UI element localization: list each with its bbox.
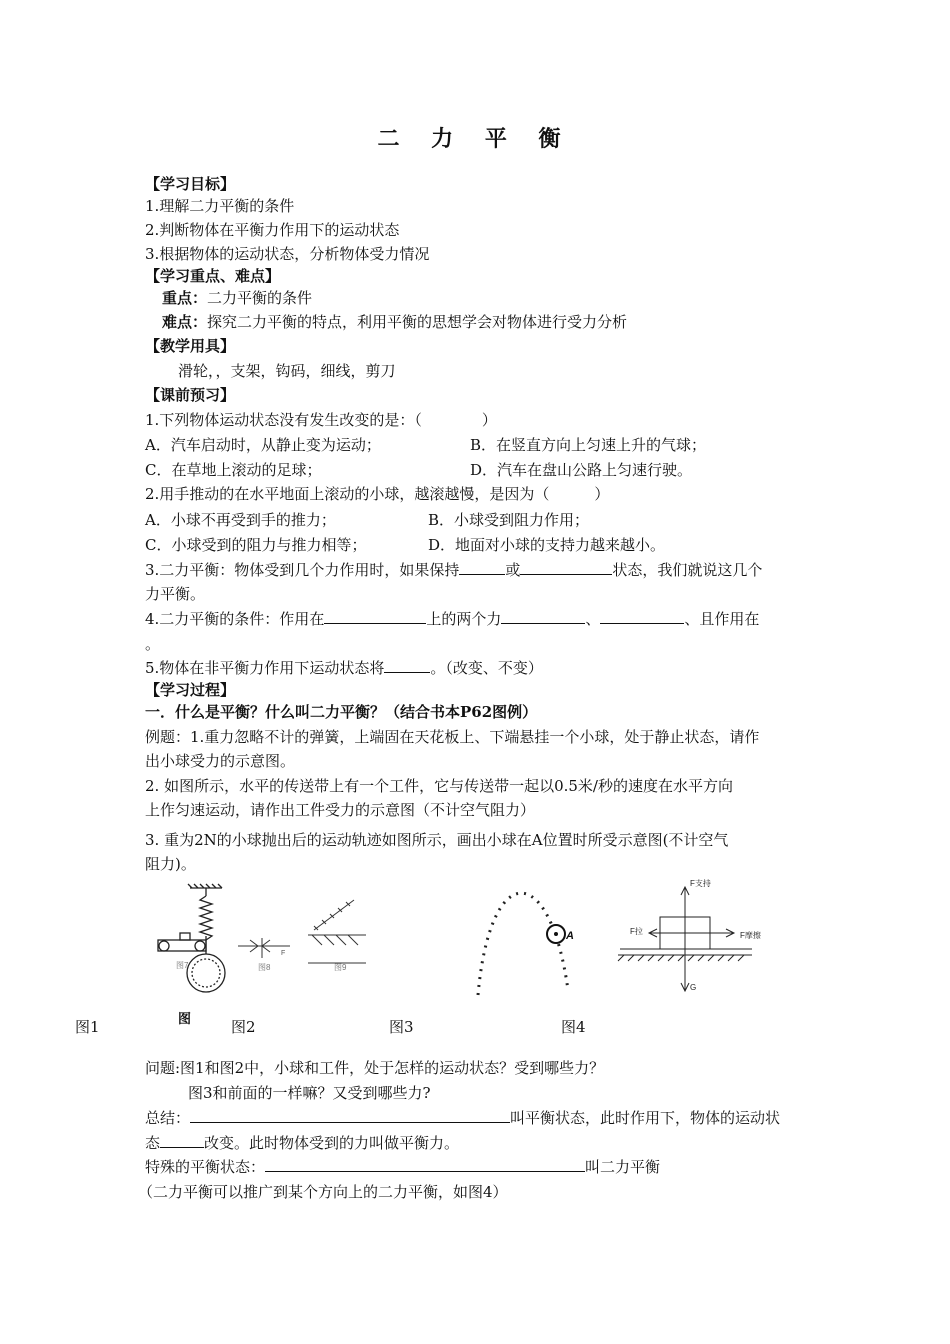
special-state-text: 叫二力平衡	[585, 1158, 661, 1176]
block-forces-figure	[618, 887, 752, 991]
summary-blank-1[interactable]	[190, 1108, 510, 1123]
preview-q4	[145, 609, 759, 629]
gravity-label: G	[690, 983, 697, 992]
special-state-blank[interactable]	[265, 1157, 585, 1172]
summary-line1	[145, 1108, 780, 1128]
q3-text-1: 3.二力平衡：物体受到几个力作用时，如果保持	[145, 561, 460, 579]
q1-option-a: A．汽车启动时，从静止变为运动；	[145, 436, 381, 454]
example-3-line1: 3. 重为2N的小球抛出后的运动轨迹如图所示，画出小球在A位置时所受示意图(不计空气	[145, 831, 729, 849]
q2-option-b: B．小球受到阻力作用；	[428, 511, 590, 529]
note-line: （二力平衡可以推广到某个方向上的二力平衡，如图4）	[138, 1183, 508, 1201]
focus-heading: 【学习重点、难点】	[145, 267, 281, 285]
question-2: 图3和前面的一样嘛？又受到哪些力?	[188, 1084, 431, 1102]
q1-option-c: C．在草地上滚动的足球；	[145, 461, 322, 479]
special-state-line	[145, 1157, 660, 1177]
incline-figure	[308, 900, 366, 963]
process-subheading: 一．什么是平衡？什么叫二力平衡？（结合书本P62图例）	[145, 703, 538, 721]
summary-text-2b: 改变。此时物体受到的力叫做平衡力。	[204, 1134, 460, 1152]
figure-1-caption: 图1	[75, 1018, 100, 1036]
summary-text-2a: 态	[145, 1134, 161, 1152]
friction-force-label: F摩擦	[740, 931, 761, 940]
goal-item: 3.根据物体的运动状态，分析物体受力情况	[145, 245, 430, 263]
q4-text-3: 、	[585, 610, 601, 628]
example-2-line2: 上作匀速运动，请作出工件受力的示意图（不计空气阻力）	[145, 801, 536, 819]
key-label: 重点：	[162, 289, 208, 307]
preview-q1: 1.下列物体运动状态没有发生改变的是：（ ）	[145, 411, 497, 429]
q4-text-4: 、且作用在	[684, 610, 760, 628]
figure-2-caption: 图2	[231, 1018, 256, 1036]
q3-blank-1[interactable]	[459, 560, 505, 575]
q2-option-d: D．地面对小球的支持力越来越小。	[428, 536, 666, 554]
q3-blank-2[interactable]	[520, 560, 612, 575]
process-heading: 【学习过程】	[145, 681, 236, 699]
example-1-line1: 例题：1.重力忽略不计的弹簧，上端固在天花板上、下端悬挂一个小球，处于静止状态，请作	[145, 728, 760, 746]
q4-text-2: 上的两个力	[426, 610, 502, 628]
tools-heading: 【教学用具】	[145, 337, 236, 355]
summary-blank-2[interactable]	[160, 1133, 204, 1148]
q1-option-d: D．汽车在盘山公路上匀速行驶。	[470, 461, 693, 479]
small-figure-label: 图9	[334, 963, 347, 972]
goals-heading: 【学习目标】	[145, 175, 236, 193]
key-point	[162, 288, 312, 308]
q5-blank[interactable]	[384, 658, 430, 673]
goal-item: 1.理解二力平衡的条件	[145, 197, 295, 215]
q4-blank-1[interactable]	[324, 609, 426, 624]
figure-glyph: 图	[178, 1012, 192, 1027]
trajectory-figure	[478, 893, 568, 995]
small-figure-label: 图8	[258, 963, 271, 972]
preview-q3	[145, 560, 762, 580]
force-f-label: F	[281, 950, 286, 957]
q2-option-a: A．小球不再受到手的推力；	[145, 511, 336, 529]
q4-text-1: 4.二力平衡的条件：作用在	[145, 610, 325, 628]
question-1: 问题:图1和图2中，小球和工件，处于怎样的运动状态？受到哪些力？	[145, 1059, 605, 1077]
hard-text: 探究二力平衡的特点，利用平衡的思想学会对物体进行受力分析	[207, 313, 628, 331]
preview-q5	[145, 658, 543, 678]
summary-line2	[145, 1133, 459, 1153]
goal-item: 2.判断物体在平衡力作用下的运动状态	[145, 221, 400, 239]
hard-point	[162, 312, 627, 332]
q3-text-2: 或	[505, 561, 521, 579]
q3-text-3: 状态，我们就说这几个	[612, 561, 763, 579]
preview-heading: 【课前预习】	[145, 386, 236, 404]
example-2-line1: 2. 如图所示，水平的传送带上有一个工件，它与传送带一起以0.5米/秒的速度在水平方向	[145, 777, 733, 795]
page-title: 二 力 平 衡	[377, 126, 573, 152]
figure-3-caption: 图3	[389, 1018, 414, 1036]
small-figure-label: 图7	[176, 961, 189, 970]
tools-text: 滑轮，，支架，钩码，细线，剪刀	[178, 362, 396, 380]
spring-ball-figure	[158, 884, 225, 992]
hard-label: 难点：	[162, 313, 208, 331]
q5-text-2: 。（改变、不变）	[430, 659, 543, 677]
q4-line2: 。	[145, 635, 161, 653]
q2-option-c: C．小球受到的阻力与推力相等；	[145, 536, 367, 554]
q3-line2: 力平衡。	[145, 585, 206, 603]
key-text: 二力平衡的条件	[207, 289, 313, 307]
summary-label: 总结：	[145, 1109, 191, 1127]
q4-blank-2[interactable]	[501, 609, 585, 624]
special-state-label: 特殊的平衡状态：	[145, 1158, 266, 1176]
pull-force-label: F拉	[630, 927, 643, 936]
support-force-label: F支持	[690, 879, 711, 888]
figure-4-caption: 图4	[561, 1018, 586, 1036]
summary-text: 叫平衡状态，此时作用下，物体的运动状	[510, 1109, 781, 1127]
figures-illustration	[0, 872, 950, 1012]
q1-option-b: B．在竖直方向上匀速上升的气球；	[470, 436, 707, 454]
q4-blank-3[interactable]	[600, 609, 684, 624]
preview-q2: 2.用手推动的在水平地面上滚动的小球，越滚越慢，是因为（ ）	[145, 485, 610, 503]
q5-text-1: 5.物体在非平衡力作用下运动状态将	[145, 659, 385, 677]
point-a-label: A	[566, 930, 574, 942]
example-3-line2: 阻力)。	[145, 855, 196, 873]
example-1-line2: 出小球受力的示意图。	[145, 752, 296, 770]
